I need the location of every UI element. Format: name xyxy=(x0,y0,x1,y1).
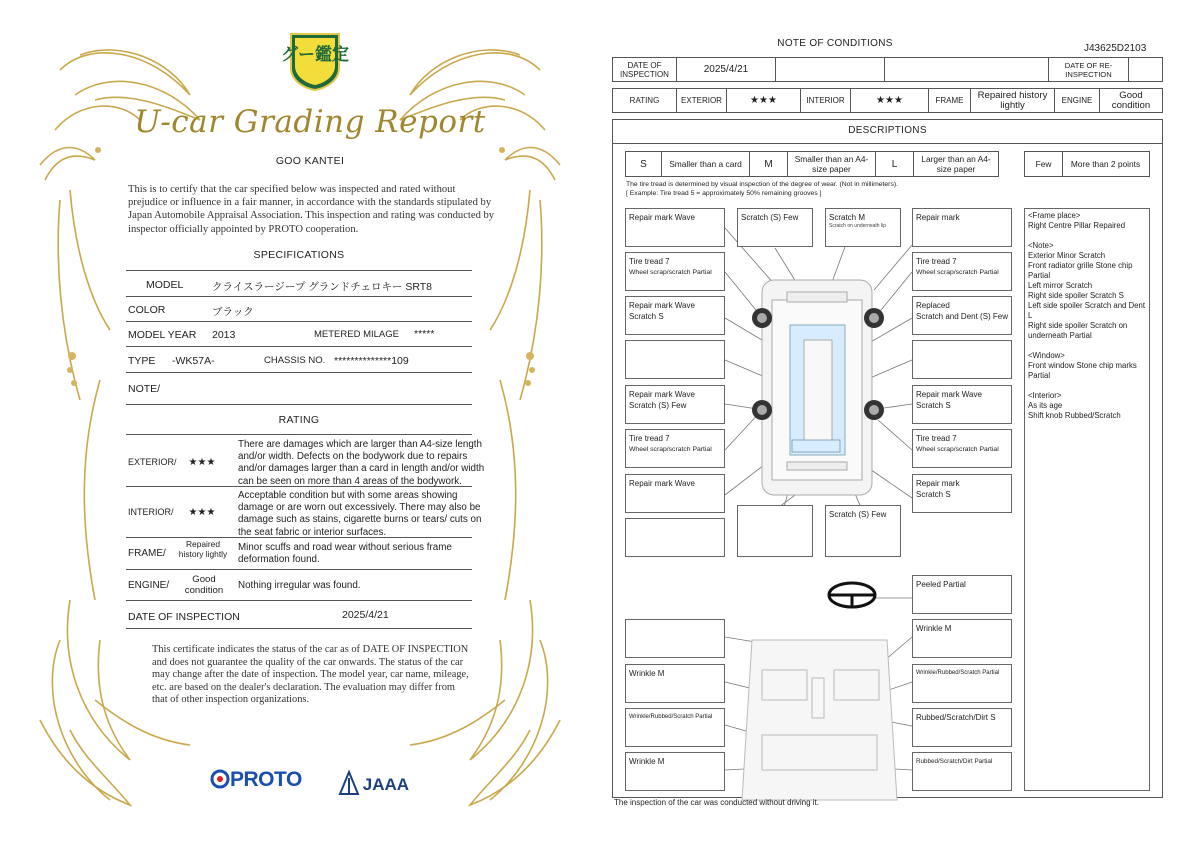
exterior-stars: ★★★ xyxy=(188,457,216,468)
exterior-stars-cell: ★★★ xyxy=(727,89,801,112)
jaaa-logo xyxy=(340,772,409,795)
desc-box-9 xyxy=(625,385,725,424)
legend-m-desc: Smaller than an A4-size paper xyxy=(788,152,876,176)
type-label: TYPE xyxy=(128,355,156,367)
desc-box-5-line-1: Tire tread 7 xyxy=(629,257,670,266)
chassis-value: **************109 xyxy=(334,355,409,367)
desc-box-5 xyxy=(625,252,725,291)
rating-date-row xyxy=(126,601,472,629)
car-top-view xyxy=(762,280,872,495)
jaaa-mark-icon xyxy=(340,772,358,794)
frame-value-cell: Repaired history lightly xyxy=(971,89,1055,112)
legend-l-desc: Larger than an A4-size paper xyxy=(921,154,991,174)
descriptions-heading: DESCRIPTIONS xyxy=(612,119,1163,144)
interior-label-cell: INTERIOR xyxy=(801,89,851,112)
certificate-title: U-car Grading Report xyxy=(134,104,486,140)
desc-box-6 xyxy=(912,252,1012,291)
desc-box-4: Repair mark xyxy=(912,208,1012,247)
desc-box-2: Scratch (S) Few xyxy=(737,208,813,247)
engine-value-cell: Good condition xyxy=(1111,89,1151,111)
type-value: -WK57A- xyxy=(172,355,215,367)
color-label: COLOR xyxy=(128,304,166,316)
desc-box-14 xyxy=(912,474,1012,513)
desc-box-12-line-2: Wheel scrap/scratch Partial xyxy=(916,446,999,453)
desc-box-7-line-1: Repair mark Wave xyxy=(629,301,695,310)
rating-frame xyxy=(126,538,472,570)
desc-box-9-line-1: Repair mark Wave xyxy=(629,390,695,399)
interior-label: INTERIOR/ xyxy=(128,507,174,517)
desc-box-10-line-1: Repair mark Wave xyxy=(916,390,982,399)
no-drive-note: The inspection of the car was conducted without driving it. xyxy=(614,798,819,807)
desc-box-17: Wrinkle M xyxy=(912,619,1012,658)
interior-stars-cell: ★★★ xyxy=(851,89,929,112)
desc-box-empty-1 xyxy=(625,340,725,379)
date-of-inspection-value: 2025/4/21 xyxy=(677,58,776,81)
exterior-label-cell: EXTERIOR xyxy=(677,89,727,112)
note-line xyxy=(1028,231,1146,241)
note-line: Left side spoiler Scratch and Dent L xyxy=(1028,301,1146,320)
desc-box-22: Wrinkle M xyxy=(625,752,725,791)
desc-box-empty-3 xyxy=(625,518,725,557)
desc-box-10 xyxy=(912,385,1012,424)
desc-box-23-text: Rubbed/Scratch/Dirt Partial xyxy=(916,758,993,765)
badge-text: グー鑑定 xyxy=(281,45,349,65)
desc-box-19 xyxy=(912,664,1012,703)
milage-value: ***** xyxy=(414,328,435,340)
exterior-description: There are damages which are larger than A4-size length and/or width. Defects on the bodywork due to repairs and/or damages larger than a card in length and/or width can be seen on more than 4 areas of the bodywork. xyxy=(238,439,485,487)
few-legend xyxy=(1024,151,1150,177)
desc-box-11 xyxy=(625,429,725,468)
date-blank-2 xyxy=(885,58,1049,81)
note-line: Left mirror Scratch xyxy=(1028,281,1093,290)
tread-note-line-2: [ Example: Tire tread 5 = approximately 50% remaining grooves ] xyxy=(626,189,822,197)
desc-box-8-line-2: Scratch and Dent (S) Few xyxy=(916,312,1009,321)
note-line xyxy=(1028,341,1146,351)
desc-box-11-line-1: Tire tread 7 xyxy=(629,434,670,443)
note-line: Front window Stone chip marks Partial xyxy=(1028,361,1137,380)
certificate-subtitle: GOO KANTEI xyxy=(275,155,345,167)
interior-stars: ★★★ xyxy=(188,507,216,518)
model-label: MODEL xyxy=(146,279,184,291)
desc-box-20-text: Wrinkle/Rubbed/Scratch Partial xyxy=(629,714,713,720)
milage-label: METERED MILAGE xyxy=(314,329,399,340)
desc-box-23 xyxy=(912,752,1012,791)
note-line: Exterior Minor Scratch xyxy=(1028,251,1106,260)
desc-box-3-small: Scratch on underneath lip xyxy=(829,223,886,229)
rating-exterior xyxy=(126,434,485,487)
rating-interior xyxy=(126,487,482,538)
legend-s: S xyxy=(626,152,662,176)
date-blank-1 xyxy=(776,58,885,81)
proto-logo-text: PROTO xyxy=(230,768,302,791)
desc-box-13: Repair mark Wave xyxy=(625,474,725,513)
interior-description: Acceptable condition but with some areas showing damage or are worn out excessively. There may also be damage such as stains, cigarette burns or tears/ cuts on the seat fabric or interior surfaces. xyxy=(238,490,482,538)
inspection-date-value: 2025/4/21 xyxy=(342,609,389,621)
chassis-label: CHASSIS NO. xyxy=(264,355,326,366)
desc-box-12-line-1: Tire tread 7 xyxy=(916,434,957,443)
legend-few-desc: More than 2 points xyxy=(1070,159,1141,169)
note-line: <Window> xyxy=(1028,351,1065,360)
desc-box-3 xyxy=(825,208,901,247)
desc-box-9-line-2: Scratch (S) Few xyxy=(629,401,687,410)
size-legend xyxy=(625,151,999,177)
logos xyxy=(210,768,410,800)
color-value: ブラック xyxy=(212,306,254,318)
goo-kantei-badge xyxy=(281,30,349,92)
reinspection-value xyxy=(1129,58,1161,81)
report-id: J43625D2103 xyxy=(1084,43,1147,54)
desc-box-7 xyxy=(625,296,725,335)
legend-l: L xyxy=(876,152,914,176)
desc-box-1: Repair mark Wave xyxy=(625,208,725,247)
date-of-reinspection-label: DATE OF RE-INSPECTION xyxy=(1049,58,1129,81)
spec-row-year xyxy=(126,322,472,347)
spec-row-model xyxy=(126,270,472,297)
engine-label: ENGINE/ xyxy=(128,580,170,591)
desc-box-empty-2 xyxy=(912,340,1012,379)
frame-label: FRAME/ xyxy=(128,548,166,559)
note-line: <Frame place> xyxy=(1028,211,1081,220)
desc-box-11-line-2: Wheel scrap/scratch Partial xyxy=(629,446,712,453)
proto-mark-icon xyxy=(210,769,230,789)
conditions-title: NOTE OF CONDITIONS xyxy=(777,38,893,49)
note-line xyxy=(1028,381,1146,391)
desc-box-empty-5 xyxy=(625,619,725,658)
note-line: Right Centre Pillar Repaired xyxy=(1028,221,1126,230)
note-line: Front radiator grille Stone chip Partial xyxy=(1028,261,1133,280)
steering-wheel-icon xyxy=(829,583,875,607)
engine-label-cell: ENGINE xyxy=(1055,89,1100,112)
specifications-heading: SPECIFICATIONS xyxy=(253,249,345,261)
rating-table xyxy=(612,88,1163,113)
car-interior-view xyxy=(742,640,897,800)
engine-description: Nothing irregular was found. xyxy=(238,580,361,591)
legend-few: Few xyxy=(1025,152,1063,176)
desc-box-10-line-2: Scratch S xyxy=(916,401,951,410)
frame-value: Repaired history lightly xyxy=(178,539,228,559)
desc-box-7-line-2: Scratch S xyxy=(629,312,664,321)
note-line: <Interior> xyxy=(1028,391,1062,400)
legend-s-desc: Smaller than a card xyxy=(662,152,750,176)
desc-box-18: Wrinkle M xyxy=(625,664,725,703)
desc-box-14-line-1: Repair mark xyxy=(916,479,960,488)
desc-box-14-line-2: Scratch S xyxy=(916,490,951,499)
desc-box-8 xyxy=(912,296,1012,335)
desc-box-19-text: Wrinkle/Rubbed/Scratch Partial xyxy=(916,670,1000,676)
desc-box-5-line-2: Wheel scrap/scratch Partial xyxy=(629,269,712,276)
tread-note-line-1: The tire tread is determined by visual inspection of the degree of wear. (Not in millimeters). xyxy=(626,181,898,188)
desc-box-20 xyxy=(625,708,725,747)
model-year-value: 2013 xyxy=(212,329,236,341)
desc-box-12 xyxy=(912,429,1012,468)
desc-box-15: Scratch (S) Few xyxy=(825,505,901,557)
date-of-inspection-label: DATE OF INSPECTION xyxy=(613,58,677,81)
date-table xyxy=(612,57,1163,82)
certificate-intro: This is to certify that the car specified below was inspected and rated without prejudice or influence in a fair manner, in accordance with the standards stipulated by Japan Automobile Appraisal Association. This inspection and rating was conducted by inspector officially appointed by PROTO cooperation. xyxy=(128,184,495,235)
note-line: As its age xyxy=(1028,401,1063,410)
legend-m: M xyxy=(750,152,788,176)
jaaa-logo-text: JAAA xyxy=(362,775,410,794)
rating-label: RATING xyxy=(613,89,677,112)
model-value: クライスラージープ グランドチェロキー SRT8 xyxy=(212,281,433,293)
exterior-label: EXTERIOR/ xyxy=(128,457,177,467)
desc-box-21: Rubbed/Scratch/Dirt S xyxy=(912,708,1012,747)
model-year-label: MODEL YEAR xyxy=(128,329,197,341)
spec-row-color xyxy=(126,297,472,322)
desc-box-8-line-1: Replaced xyxy=(916,301,950,310)
inspection-date-label: DATE OF INSPECTION xyxy=(128,611,240,623)
tread-note xyxy=(626,181,898,198)
engine-value: Good condition xyxy=(184,574,224,596)
rating-engine xyxy=(126,570,472,601)
frame-description: Minor scuffs and road wear without serious frame deformation found. xyxy=(238,542,452,566)
note-label: NOTE/ xyxy=(128,383,161,395)
spec-row-note xyxy=(126,373,472,405)
note-line: <Note> xyxy=(1028,241,1054,250)
frame-label-cell: FRAME xyxy=(929,89,971,112)
notes-panel xyxy=(1024,208,1150,791)
desc-box-6-line-1: Tire tread 7 xyxy=(916,257,957,266)
desc-box-16: Peeled Partial xyxy=(912,575,1012,614)
desc-box-3-text: Scratch M xyxy=(829,213,866,222)
desc-box-6-line-2: Wheel scrap/scratch Partial xyxy=(916,269,999,276)
note-line: Right side spoiler Scratch on underneath Partial xyxy=(1028,321,1128,340)
rating-heading: RATING xyxy=(278,414,320,426)
note-line: Right side spoiler Scratch S xyxy=(1028,291,1124,300)
certificate-disclaimer: This certificate indicates the status of the car as of DATE OF INSPECTION and does not guarantee the quality of the car onwards. The status of the car may change after the date of inspection. The model year, car name, mileage, etc. are based on the dealer's declaration. The evaluation may differ from that of other inspection organizations. xyxy=(152,644,469,706)
proto-logo xyxy=(210,768,302,792)
desc-box-empty-4 xyxy=(737,505,813,557)
spec-row-type xyxy=(126,347,472,373)
note-line: Shift knob Rubbed/Scratch xyxy=(1028,411,1121,420)
